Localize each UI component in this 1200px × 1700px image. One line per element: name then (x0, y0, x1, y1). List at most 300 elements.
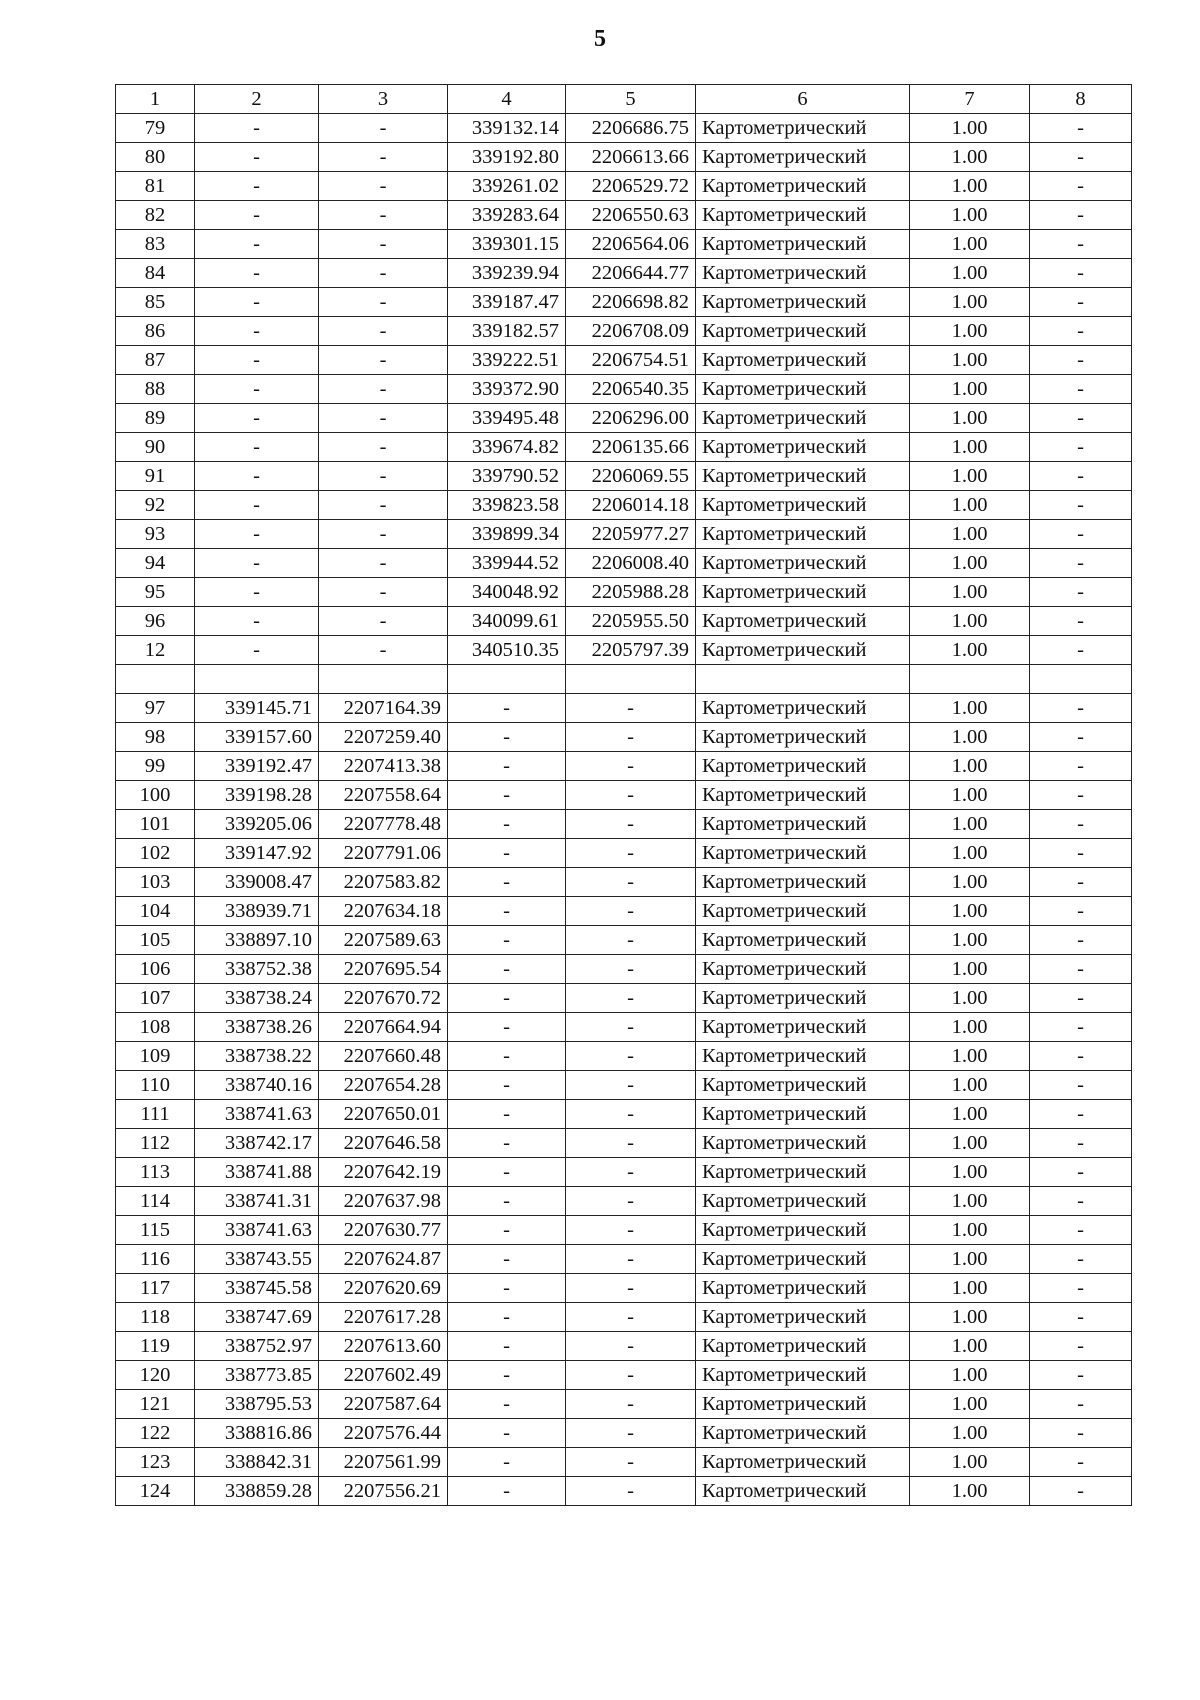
cell-point-number: 110 (116, 1070, 195, 1099)
cell-y-old: - (319, 201, 448, 230)
cell-point-number: 80 (116, 143, 195, 172)
table-row (116, 1099, 1132, 1128)
cell-method: Картометрический (696, 201, 910, 230)
cell-y-old: - (319, 578, 448, 607)
cell-y-new: - (566, 1157, 696, 1186)
cell-y-new: - (566, 693, 696, 722)
table-row (116, 1302, 1132, 1331)
cell-y-new: - (566, 1099, 696, 1128)
cell-x-old: - (195, 288, 319, 317)
cell-x-old: 339205.06 (195, 809, 319, 838)
cell-point-number: 97 (116, 693, 195, 722)
cell-x-old: 339145.71 (195, 693, 319, 722)
cell-description: - (1030, 1186, 1132, 1215)
cell-y-new: - (566, 809, 696, 838)
cell-method: Картометрический (696, 607, 910, 636)
column-header: 7 (910, 85, 1030, 114)
cell-method: Картометрический (696, 317, 910, 346)
table-row (116, 636, 1132, 665)
table-row (116, 925, 1132, 954)
cell-accuracy: 1.00 (910, 896, 1030, 925)
cell-y-old (319, 665, 448, 694)
cell-method: Картометрический (696, 114, 910, 143)
table-row (116, 954, 1132, 983)
cell-point-number: 112 (116, 1128, 195, 1157)
cell-point-number: 87 (116, 346, 195, 375)
table-row (116, 1041, 1132, 1070)
table-row (116, 983, 1132, 1012)
cell-x-new: - (448, 1302, 566, 1331)
table-row (116, 114, 1132, 143)
cell-y-new: 2206644.77 (566, 259, 696, 288)
cell-description: - (1030, 1012, 1132, 1041)
cell-y-old: - (319, 143, 448, 172)
cell-x-new: 339790.52 (448, 462, 566, 491)
cell-description: - (1030, 404, 1132, 433)
cell-description: - (1030, 1418, 1132, 1447)
cell-accuracy: 1.00 (910, 1476, 1030, 1505)
cell-accuracy: 1.00 (910, 520, 1030, 549)
cell-description: - (1030, 172, 1132, 201)
cell-x-old: 338752.38 (195, 954, 319, 983)
cell-x-new: - (448, 1244, 566, 1273)
table-row (116, 1447, 1132, 1476)
cell-point-number: 108 (116, 1012, 195, 1041)
cell-description: - (1030, 375, 1132, 404)
cell-y-new: - (566, 1389, 696, 1418)
cell-x-old: - (195, 230, 319, 259)
cell-point-number: 79 (116, 114, 195, 143)
cell-method: Картометрический (696, 751, 910, 780)
cell-y-new: - (566, 1215, 696, 1244)
cell-y-new: 2206135.66 (566, 433, 696, 462)
cell-accuracy: 1.00 (910, 578, 1030, 607)
cell-y-old: 2207617.28 (319, 1302, 448, 1331)
cell-y-new: 2205988.28 (566, 578, 696, 607)
cell-y-old: 2207650.01 (319, 1099, 448, 1128)
cell-point-number: 122 (116, 1418, 195, 1447)
cell-accuracy: 1.00 (910, 1389, 1030, 1418)
cell-point-number: 118 (116, 1302, 195, 1331)
column-header: 1 (116, 85, 195, 114)
cell-y-old: - (319, 491, 448, 520)
table-header-row (116, 85, 1132, 114)
cell-point-number: 95 (116, 578, 195, 607)
cell-accuracy: 1.00 (910, 636, 1030, 665)
cell-point-number: 98 (116, 722, 195, 751)
cell-accuracy: 1.00 (910, 404, 1030, 433)
cell-description: - (1030, 230, 1132, 259)
table-row (116, 1389, 1132, 1418)
cell-description: - (1030, 954, 1132, 983)
cell-description: - (1030, 896, 1132, 925)
table-row (116, 838, 1132, 867)
cell-method: Картометрический (696, 172, 910, 201)
cell-y-new: - (566, 1186, 696, 1215)
cell-accuracy: 1.00 (910, 1244, 1030, 1273)
cell-description: - (1030, 1099, 1132, 1128)
cell-y-new: 2206550.63 (566, 201, 696, 230)
cell-x-old: 339008.47 (195, 867, 319, 896)
table-row (116, 259, 1132, 288)
cell-x-new: - (448, 925, 566, 954)
cell-x-new: - (448, 809, 566, 838)
cell-description: - (1030, 722, 1132, 751)
cell-x-old: 338795.53 (195, 1389, 319, 1418)
cell-y-new: 2206698.82 (566, 288, 696, 317)
cell-y-old: 2207259.40 (319, 722, 448, 751)
cell-method: Картометрический (696, 636, 910, 665)
cell-accuracy: 1.00 (910, 143, 1030, 172)
cell-x-new: 339674.82 (448, 433, 566, 462)
cell-y-new: - (566, 1273, 696, 1302)
cell-x-new: 339823.58 (448, 491, 566, 520)
table-row (116, 867, 1132, 896)
cell-point-number: 96 (116, 607, 195, 636)
cell-y-old: 2207583.82 (319, 867, 448, 896)
cell-point-number: 119 (116, 1331, 195, 1360)
cell-accuracy: 1.00 (910, 201, 1030, 230)
cell-description: - (1030, 433, 1132, 462)
cell-y-old: 2207637.98 (319, 1186, 448, 1215)
cell-x-new: - (448, 722, 566, 751)
cell-method: Картометрический (696, 346, 910, 375)
cell-accuracy: 1.00 (910, 1418, 1030, 1447)
cell-accuracy: 1.00 (910, 1273, 1030, 1302)
cell-description: - (1030, 1331, 1132, 1360)
cell-x-old: - (195, 375, 319, 404)
cell-accuracy: 1.00 (910, 607, 1030, 636)
cell-point-number: 115 (116, 1215, 195, 1244)
cell-accuracy: 1.00 (910, 1360, 1030, 1389)
cell-point-number: 91 (116, 462, 195, 491)
cell-description: - (1030, 1215, 1132, 1244)
table-row (116, 288, 1132, 317)
cell-method: Картометрический (696, 1099, 910, 1128)
cell-y-old: 2207556.21 (319, 1476, 448, 1505)
cell-point-number: 85 (116, 288, 195, 317)
cell-x-old (195, 665, 319, 694)
cell-x-new: 339372.90 (448, 375, 566, 404)
cell-x-new: 339261.02 (448, 172, 566, 201)
cell-method: Картометрический (696, 1418, 910, 1447)
cell-description (1030, 665, 1132, 694)
cell-description: - (1030, 1360, 1132, 1389)
cell-y-old: 2207695.54 (319, 954, 448, 983)
cell-x-new: - (448, 1186, 566, 1215)
cell-y-new (566, 665, 696, 694)
table-row (116, 1244, 1132, 1273)
table-row (116, 751, 1132, 780)
cell-point-number: 89 (116, 404, 195, 433)
cell-point-number: 81 (116, 172, 195, 201)
table-row (116, 1128, 1132, 1157)
cell-y-old: - (319, 636, 448, 665)
cell-accuracy: 1.00 (910, 230, 1030, 259)
cell-accuracy: 1.00 (910, 1331, 1030, 1360)
cell-y-old: 2207620.69 (319, 1273, 448, 1302)
table-row (116, 549, 1132, 578)
cell-accuracy: 1.00 (910, 1128, 1030, 1157)
cell-y-old: - (319, 404, 448, 433)
cell-description: - (1030, 114, 1132, 143)
cell-accuracy: 1.00 (910, 983, 1030, 1012)
table-row (116, 693, 1132, 722)
cell-accuracy: 1.00 (910, 1447, 1030, 1476)
cell-method: Картометрический (696, 722, 910, 751)
cell-method: Картометрический (696, 433, 910, 462)
table-row (116, 172, 1132, 201)
cell-x-old: - (195, 201, 319, 230)
cell-point-number: 121 (116, 1389, 195, 1418)
cell-method: Картометрический (696, 1389, 910, 1418)
table-row (116, 665, 1132, 694)
cell-point-number: 84 (116, 259, 195, 288)
cell-description: - (1030, 520, 1132, 549)
cell-accuracy: 1.00 (910, 114, 1030, 143)
cell-description: - (1030, 780, 1132, 809)
cell-x-old: 338743.55 (195, 1244, 319, 1273)
cell-y-new: 2205977.27 (566, 520, 696, 549)
cell-point-number: 86 (116, 317, 195, 346)
cell-method: Картометрический (696, 1447, 910, 1476)
column-header: 4 (448, 85, 566, 114)
cell-y-old: 2207660.48 (319, 1041, 448, 1070)
cell-x-old: 338742.17 (195, 1128, 319, 1157)
cell-y-new: 2206540.35 (566, 375, 696, 404)
cell-method: Картометрический (696, 983, 910, 1012)
cell-x-old: - (195, 433, 319, 462)
cell-y-new: - (566, 954, 696, 983)
cell-y-new: - (566, 838, 696, 867)
cell-method: Картометрический (696, 693, 910, 722)
cell-y-new: - (566, 722, 696, 751)
cell-y-old: - (319, 433, 448, 462)
table-row (116, 809, 1132, 838)
cell-y-new: - (566, 1331, 696, 1360)
cell-x-old: 338939.71 (195, 896, 319, 925)
cell-point-number: 83 (116, 230, 195, 259)
cell-description: - (1030, 288, 1132, 317)
cell-y-new: 2206686.75 (566, 114, 696, 143)
cell-y-new: - (566, 1070, 696, 1099)
cell-description: - (1030, 578, 1132, 607)
cell-point-number: 105 (116, 925, 195, 954)
cell-method: Картометрический (696, 780, 910, 809)
coordinates-table (115, 84, 1132, 1506)
cell-y-old: 2207634.18 (319, 896, 448, 925)
cell-method: Картометрический (696, 404, 910, 433)
cell-method: Картометрический (696, 230, 910, 259)
cell-description: - (1030, 1157, 1132, 1186)
cell-y-old: - (319, 346, 448, 375)
table-row (116, 1360, 1132, 1389)
cell-description: - (1030, 1447, 1132, 1476)
cell-y-old: - (319, 375, 448, 404)
cell-accuracy: 1.00 (910, 1099, 1030, 1128)
cell-description: - (1030, 838, 1132, 867)
cell-x-new: - (448, 780, 566, 809)
cell-x-new: 339495.48 (448, 404, 566, 433)
cell-x-new (448, 665, 566, 694)
cell-x-new: - (448, 1476, 566, 1505)
cell-y-new: - (566, 1302, 696, 1331)
cell-x-old: 338740.16 (195, 1070, 319, 1099)
cell-accuracy: 1.00 (910, 433, 1030, 462)
cell-x-new: - (448, 1418, 566, 1447)
cell-point-number: 111 (116, 1099, 195, 1128)
table-row (116, 201, 1132, 230)
column-header: 2 (195, 85, 319, 114)
cell-y-new: - (566, 925, 696, 954)
cell-y-new: - (566, 1418, 696, 1447)
cell-y-new: - (566, 1447, 696, 1476)
cell-x-old: 339147.92 (195, 838, 319, 867)
page-number: 5 (594, 26, 606, 52)
cell-accuracy: 1.00 (910, 172, 1030, 201)
cell-x-old: 338773.85 (195, 1360, 319, 1389)
cell-y-new: 2206613.66 (566, 143, 696, 172)
cell-point-number: 88 (116, 375, 195, 404)
cell-x-new: - (448, 954, 566, 983)
cell-accuracy: 1.00 (910, 809, 1030, 838)
cell-x-old: 338738.24 (195, 983, 319, 1012)
cell-y-old: - (319, 114, 448, 143)
cell-x-new: 339192.80 (448, 143, 566, 172)
cell-description: - (1030, 462, 1132, 491)
cell-x-new: 339222.51 (448, 346, 566, 375)
cell-point-number: 124 (116, 1476, 195, 1505)
cell-point-number: 82 (116, 201, 195, 230)
cell-x-old: - (195, 346, 319, 375)
cell-y-new: - (566, 983, 696, 1012)
cell-x-old: - (195, 172, 319, 201)
cell-y-old: 2207613.60 (319, 1331, 448, 1360)
cell-description: - (1030, 636, 1132, 665)
table-row (116, 1070, 1132, 1099)
cell-x-new: - (448, 751, 566, 780)
cell-x-old: - (195, 578, 319, 607)
cell-y-old: - (319, 549, 448, 578)
cell-y-old: - (319, 172, 448, 201)
cell-accuracy: 1.00 (910, 1215, 1030, 1244)
cell-x-new: 339899.34 (448, 520, 566, 549)
table-row (116, 346, 1132, 375)
cell-y-new: - (566, 1128, 696, 1157)
column-header: 6 (696, 85, 910, 114)
cell-point-number: 113 (116, 1157, 195, 1186)
cell-point-number: 12 (116, 636, 195, 665)
cell-y-new: - (566, 1244, 696, 1273)
cell-method: Картометрический (696, 578, 910, 607)
cell-description: - (1030, 1302, 1132, 1331)
table-body (116, 85, 1132, 1506)
cell-x-new: - (448, 1273, 566, 1302)
cell-method: Картометрический (696, 867, 910, 896)
cell-point-number: 92 (116, 491, 195, 520)
table-row (116, 433, 1132, 462)
cell-x-old: 339198.28 (195, 780, 319, 809)
cell-method: Картометрический (696, 1157, 910, 1186)
column-header: 5 (566, 85, 696, 114)
cell-x-old: - (195, 317, 319, 346)
cell-description: - (1030, 143, 1132, 172)
cell-accuracy: 1.00 (910, 1186, 1030, 1215)
table-row (116, 722, 1132, 751)
cell-y-old: 2207642.19 (319, 1157, 448, 1186)
table-row (116, 1273, 1132, 1302)
cell-y-new: - (566, 780, 696, 809)
cell-accuracy: 1.00 (910, 1070, 1030, 1099)
cell-accuracy: 1.00 (910, 780, 1030, 809)
cell-y-new: - (566, 867, 696, 896)
cell-method: Картометрический (696, 288, 910, 317)
cell-accuracy: 1.00 (910, 346, 1030, 375)
cell-y-new: - (566, 1360, 696, 1389)
cell-accuracy (910, 665, 1030, 694)
cell-x-old: 338741.31 (195, 1186, 319, 1215)
cell-description: - (1030, 1244, 1132, 1273)
cell-method: Картометрический (696, 1302, 910, 1331)
cell-accuracy: 1.00 (910, 1012, 1030, 1041)
cell-y-new: - (566, 896, 696, 925)
cell-point-number: 117 (116, 1273, 195, 1302)
table-row (116, 896, 1132, 925)
cell-y-old: 2207664.94 (319, 1012, 448, 1041)
cell-y-old: 2207630.77 (319, 1215, 448, 1244)
table-row (116, 404, 1132, 433)
cell-y-new: 2206069.55 (566, 462, 696, 491)
cell-y-old: 2207778.48 (319, 809, 448, 838)
cell-y-old: 2207791.06 (319, 838, 448, 867)
table-row (116, 780, 1132, 809)
cell-y-old: 2207670.72 (319, 983, 448, 1012)
cell-point-number: 103 (116, 867, 195, 896)
cell-description: - (1030, 607, 1132, 636)
cell-x-old: 338741.63 (195, 1215, 319, 1244)
cell-description: - (1030, 346, 1132, 375)
cell-point-number: 107 (116, 983, 195, 1012)
table-row (116, 1331, 1132, 1360)
cell-x-new: 339187.47 (448, 288, 566, 317)
cell-method: Картометрический (696, 462, 910, 491)
cell-x-old: 338859.28 (195, 1476, 319, 1505)
cell-x-new: 339944.52 (448, 549, 566, 578)
cell-x-old: 339192.47 (195, 751, 319, 780)
cell-accuracy: 1.00 (910, 1041, 1030, 1070)
cell-accuracy: 1.00 (910, 375, 1030, 404)
table-row (116, 230, 1132, 259)
cell-x-new: 340048.92 (448, 578, 566, 607)
cell-method: Картометрический (696, 925, 910, 954)
cell-method: Картометрический (696, 1273, 910, 1302)
cell-point-number: 102 (116, 838, 195, 867)
cell-x-old: 338745.58 (195, 1273, 319, 1302)
cell-point-number: 94 (116, 549, 195, 578)
cell-point-number: 106 (116, 954, 195, 983)
cell-description: - (1030, 983, 1132, 1012)
cell-method: Картометрический (696, 491, 910, 520)
cell-method: Картометрический (696, 143, 910, 172)
cell-x-old: - (195, 520, 319, 549)
cell-x-new: - (448, 1215, 566, 1244)
table-row (116, 317, 1132, 346)
cell-y-new: 2206754.51 (566, 346, 696, 375)
cell-x-new: - (448, 1157, 566, 1186)
table-row (116, 520, 1132, 549)
cell-description: - (1030, 491, 1132, 520)
cell-method: Картометрический (696, 1128, 910, 1157)
